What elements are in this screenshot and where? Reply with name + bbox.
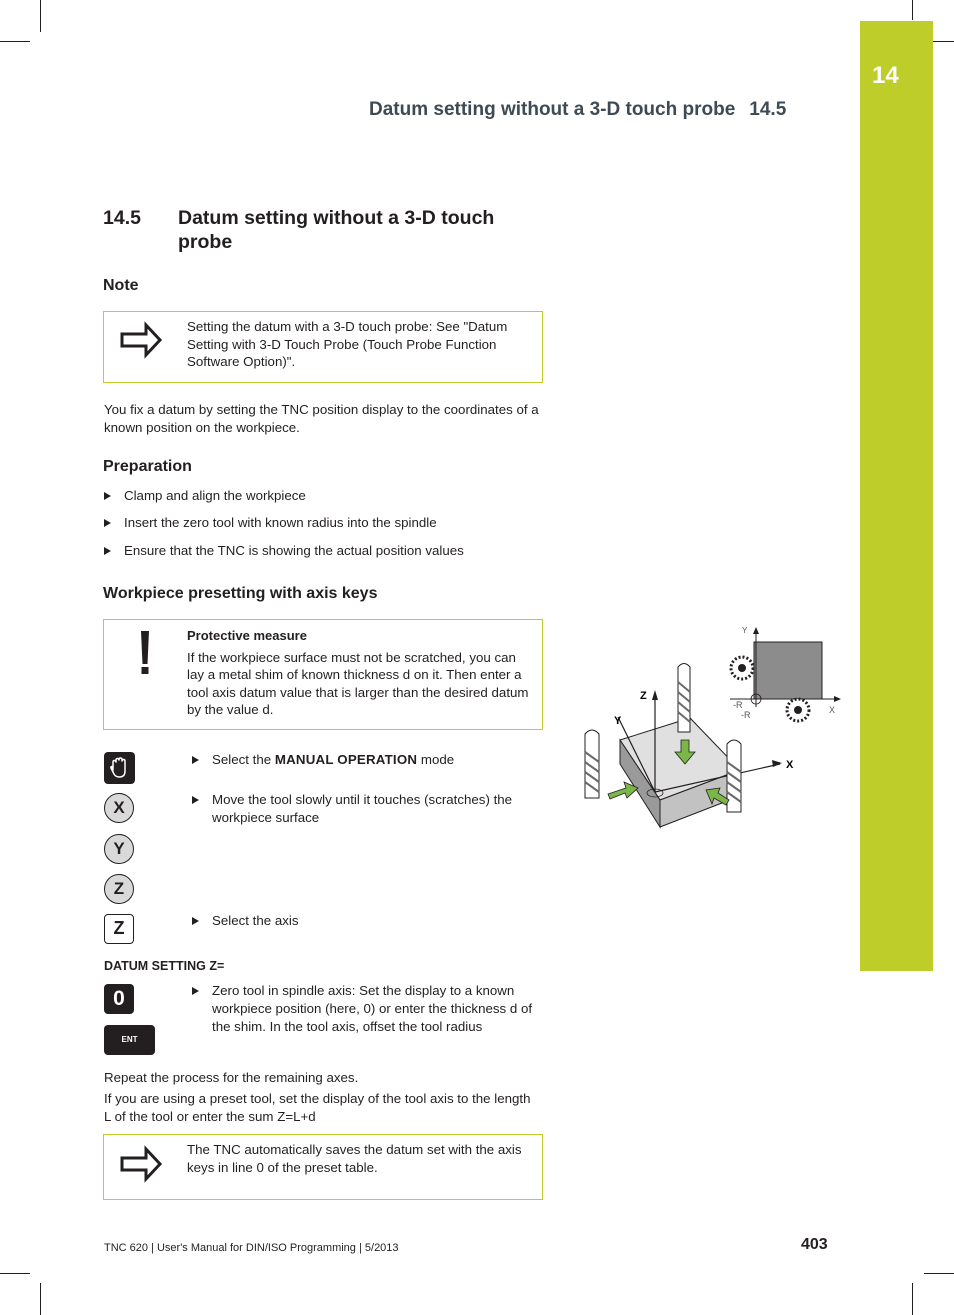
- svg-text:X: X: [786, 759, 794, 771]
- note-box: [103, 311, 543, 383]
- chapter-tab: [860, 21, 933, 971]
- datum-figure: [580, 622, 845, 832]
- crop-mark: [912, 1283, 913, 1315]
- preset-paragraph: If you are using a preset tool, set the display of the tool axis to the length L of the tool or enter the sum Z=L+d: [104, 1091, 531, 1124]
- final-note-box: [103, 1134, 543, 1200]
- running-head-title: Datum setting without a 3-D touch probe: [369, 99, 736, 120]
- crop-mark: [0, 1273, 30, 1274]
- crop-mark: [912, 0, 913, 20]
- crop-mark: [0, 41, 30, 42]
- svg-text:Z: Z: [640, 690, 647, 702]
- datum-setting-label: DATUM SETTING Z=: [104, 959, 225, 973]
- repeat-paragraph: Repeat the process for the remaining axes.: [104, 1070, 359, 1085]
- warning-title: Protective measure: [187, 628, 307, 643]
- zero-key[interactable]: 0: [104, 984, 134, 1014]
- footer-text: TNC 620 | User's Manual for DIN/ISO Programming | 5/2013: [104, 1242, 399, 1254]
- svg-text:-R: -R: [733, 700, 743, 710]
- chapter-number: 14: [872, 62, 899, 89]
- section-title-text: Datum setting without a 3-D touch probe: [178, 207, 495, 253]
- final-note-text: The TNC automatically saves the datum set with the axis keys in line 0 of the preset table.: [187, 1142, 522, 1175]
- hand-icon: [104, 752, 135, 784]
- svg-text:X: X: [829, 705, 836, 715]
- ent-key[interactable]: ENT: [104, 1025, 155, 1055]
- running-head-section: 14.5: [749, 99, 787, 120]
- exclamation-icon: [104, 620, 186, 729]
- manual-operation-key[interactable]: [104, 752, 135, 784]
- note-text: Setting the datum with a 3-D touch probe: See "Datum Setting with 3-D Touch Probe (Touch Probe Function Software Option)".: [187, 319, 508, 370]
- crop-mark: [40, 0, 41, 32]
- intro-paragraph: You fix a datum by setting the TNC position display to the coordinates of a known position on the workpiece.: [104, 402, 539, 435]
- preparation-heading: Preparation: [103, 458, 192, 475]
- svg-text:Y: Y: [742, 626, 748, 635]
- section-number: 14.5: [103, 207, 141, 229]
- note-heading: Note: [103, 277, 139, 294]
- svg-text:Y: Y: [614, 715, 622, 727]
- page-number: 403: [801, 1236, 828, 1253]
- arrow-right-icon: [104, 312, 186, 382]
- z-axis-select-key[interactable]: Z: [104, 914, 134, 944]
- svg-text:-R: -R: [741, 710, 751, 720]
- crop-mark: [924, 1273, 954, 1274]
- arrow-right-icon: [104, 1135, 186, 1199]
- warning-text: If the workpiece surface must not be scratched, you can lay a metal shim of known thickness d on it. Then enter a tool axis datum value that is larger than the desired datum by the value d.: [187, 649, 529, 718]
- z-axis-key[interactable]: Z: [104, 874, 134, 904]
- running-head: [369, 99, 786, 121]
- inset-workpiece: [754, 642, 822, 699]
- presetting-heading: Workpiece presetting with axis keys: [103, 585, 378, 602]
- x-axis-key[interactable]: X: [104, 793, 134, 823]
- y-axis-key[interactable]: Y: [104, 834, 134, 864]
- crop-mark: [40, 1283, 41, 1315]
- warning-box: [103, 619, 543, 730]
